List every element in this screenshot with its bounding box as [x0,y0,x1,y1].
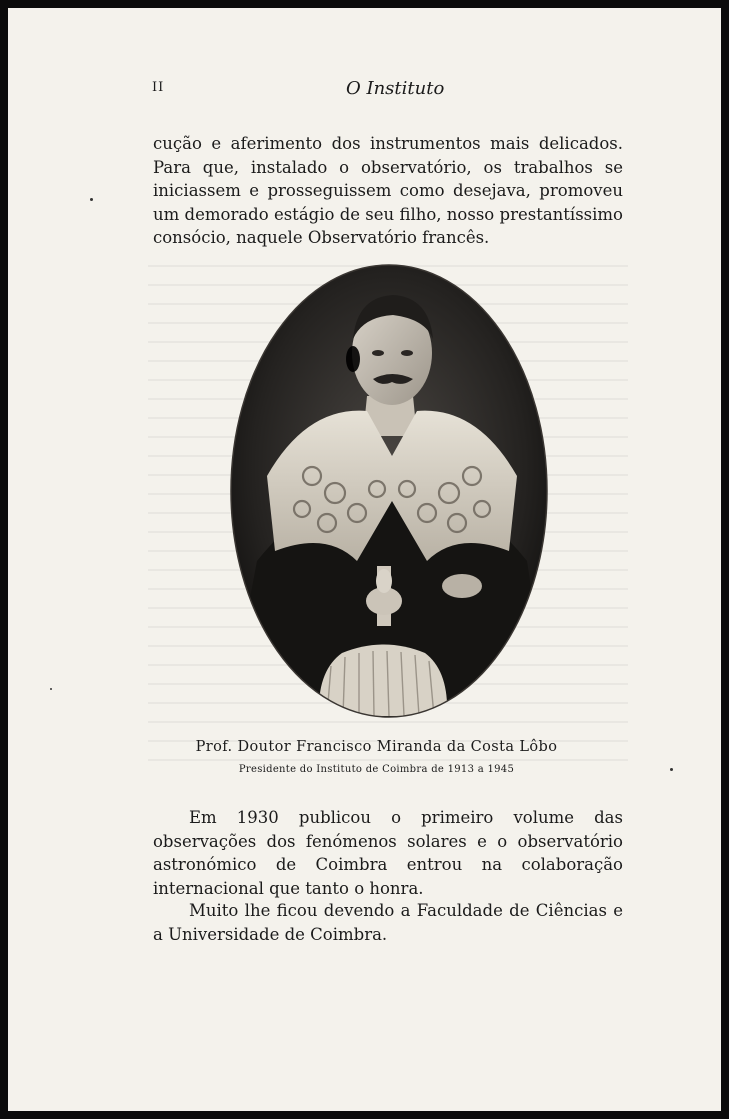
figure-caption-name: Prof. Doutor Francisco Miranda da Costa Lôbo [195,739,558,755]
body-paragraph-3: Muito lhe ficou devendo a Faculdade de Ciências e a Universidade de Coimbra. [153,901,623,944]
document-page [8,8,721,1111]
figure-caption-role: Presidente do Instituto de Coimbra de 1913 a 1945 [238,764,515,775]
paper-speck [50,688,52,690]
page-number: II [152,80,165,95]
body-paragraph-1: cução e aferimento dos instrumentos mais delicados. Para que, instalado o observatório, os trabalhos se iniciassem e prosseguissem como desejava, promoveu um demorado estágio de seu filho, nosso prestantíssimo consócio, naquele Observatório francês. [153,134,623,248]
body-paragraph-2: Em 1930 publicou o primeiro volume das observações dos fenómenos solares e o observatório astronómico de Coimbra entrou na colaboração internacional que tanto o honra. [153,808,623,898]
paper-speck [90,198,93,201]
paper-speck [670,768,673,771]
running-head [8,78,721,102]
portrait-photograph [227,261,551,721]
journal-title: O Instituto [346,78,445,99]
